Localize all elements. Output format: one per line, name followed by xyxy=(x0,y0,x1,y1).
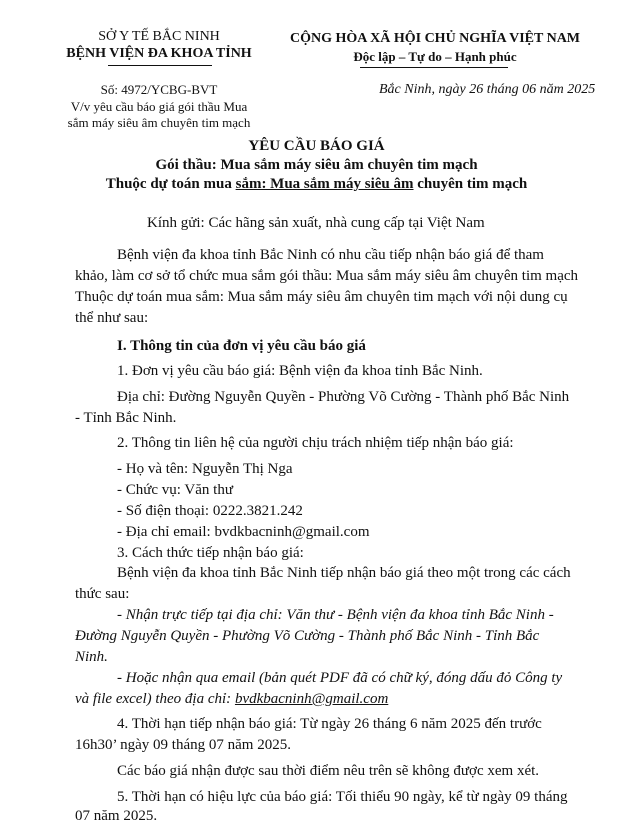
intro-line-1: Bệnh viện đa khoa tỉnh Bắc Ninh có nhu cầu tiếp nhận báo giá để tham xyxy=(117,247,544,263)
estimate-title-suffix: chuyên tim mạch xyxy=(413,176,528,192)
subject-line-1: V/v yêu cầu báo giá gói thầu Mua xyxy=(70,99,248,114)
section-1-item-4-line-2: 16h30’ ngày 09 tháng 07 năm 2025. xyxy=(75,737,291,753)
section-1-item-4-line-1: 4. Thời hạn tiếp nhận báo giá: Từ ngày 26 tháng 6 năm 2025 đến trước xyxy=(117,716,542,732)
section-1-heading: I. Thông tin của đơn vị yêu cầu báo giá xyxy=(117,338,366,354)
email-line-1: - Hoặc nhận qua email (bản quét PDF đã có chữ ký, đóng dấu đỏ Công ty xyxy=(117,670,563,686)
package-title: Gói thầu: Mua sắm máy siêu âm chuyên tim mạch xyxy=(155,157,478,173)
document-title: YÊU CẦU BÁO GIÁ xyxy=(248,138,385,154)
subject-line-2: sắm máy siêu âm chuyên tim mạch xyxy=(67,115,251,130)
intro-line-4: thể như sau: xyxy=(75,310,149,326)
receive-line-2: thức sau: xyxy=(75,586,130,602)
national-title: CỘNG HÒA XÃ HỘI CHỦ NGHĨA VIỆT NAM xyxy=(290,31,581,46)
addressee: Kính gửi: Các hãng sản xuất, nhà cung cấp tại Việt Nam xyxy=(147,215,485,231)
section-1-item-1: 1. Đơn vị yêu cầu báo giá: Bệnh viện đa khoa tỉnh Bắc Ninh. xyxy=(117,363,483,379)
section-1-item-2: 2. Thông tin liên hệ của người chịu trách nhiệm tiếp nhận báo giá: xyxy=(117,435,514,451)
direct-line-3: Ninh. xyxy=(75,649,108,665)
contact-phone: - Số điện thoại: 0222.3821.242 xyxy=(117,503,303,519)
date-place: Bắc Ninh, ngày 26 tháng 06 năm 2025 xyxy=(379,82,596,97)
contact-position: - Chức vụ: Văn thư xyxy=(117,482,233,498)
hospital-name: BỆNH VIỆN ĐA KHOA TỈNH xyxy=(66,46,252,61)
document-number: Số: 4972/YCBG-BVT xyxy=(100,82,218,97)
contact-name: - Họ và tên: Nguyễn Thị Nga xyxy=(117,461,293,477)
section-1-item-5-line-1: 5. Thời hạn có hiệu lực của báo giá: Tối thiểu 90 ngày, kể từ ngày 09 tháng xyxy=(117,789,568,805)
receive-line-1: Bệnh viện đa khoa tỉnh Bắc Ninh tiếp nhận báo giá theo một trong các cách xyxy=(117,565,571,581)
intro-line-2: khảo, làm cơ sở tổ chức mua sắm gói thầu: Mua sắm máy siêu âm chuyên tim mạch xyxy=(75,268,579,284)
email-line-2 xyxy=(75,691,388,708)
hospital-underline xyxy=(108,65,212,66)
late-note: Các báo giá nhận được sau thời điểm nêu trên sẽ không được xem xét. xyxy=(117,763,540,779)
address-line-2: - Tỉnh Bắc Ninh. xyxy=(75,410,177,426)
intro-line-3: Thuộc dự toán mua sắm: Mua sắm máy siêu âm chuyên tim mạch với nội dung cụ xyxy=(75,289,568,305)
email-link[interactable]: bvdkbacninh@gmail.com xyxy=(234,691,389,707)
estimate-title-underlined: sắm: Mua sắm máy siêu âm xyxy=(235,176,414,192)
direct-line-1: - Nhận trực tiếp tại địa chỉ: Văn thư - Bệnh viện đa khoa tỉnh Bắc Ninh - xyxy=(117,607,554,623)
department-name: SỞ Y TẾ BẮC NINH xyxy=(98,29,220,44)
national-motto: Độc lập – Tự do – Hạnh phúc xyxy=(353,49,517,64)
email-line-2-prefix: và file excel) theo địa chỉ: xyxy=(75,691,235,707)
address-line-1: Địa chỉ: Đường Nguyễn Quyền - Phường Võ Cường - Thành phố Bắc Ninh xyxy=(117,389,570,405)
section-1-item-3: 3. Cách thức tiếp nhận báo giá: xyxy=(117,545,304,561)
section-1-item-5-line-2: 07 năm 2025. xyxy=(75,808,158,824)
direct-line-2: Đường Nguyễn Quyền - Phường Võ Cường - Thành phố Bắc Ninh - Tỉnh Bắc xyxy=(75,628,540,644)
estimate-title-prefix: Thuộc dự toán mua xyxy=(105,176,236,192)
estimate-title xyxy=(0,176,633,193)
motto-underline xyxy=(360,67,508,68)
contact-email: - Địa chỉ email: bvdkbacninh@gmail.com xyxy=(117,524,370,540)
